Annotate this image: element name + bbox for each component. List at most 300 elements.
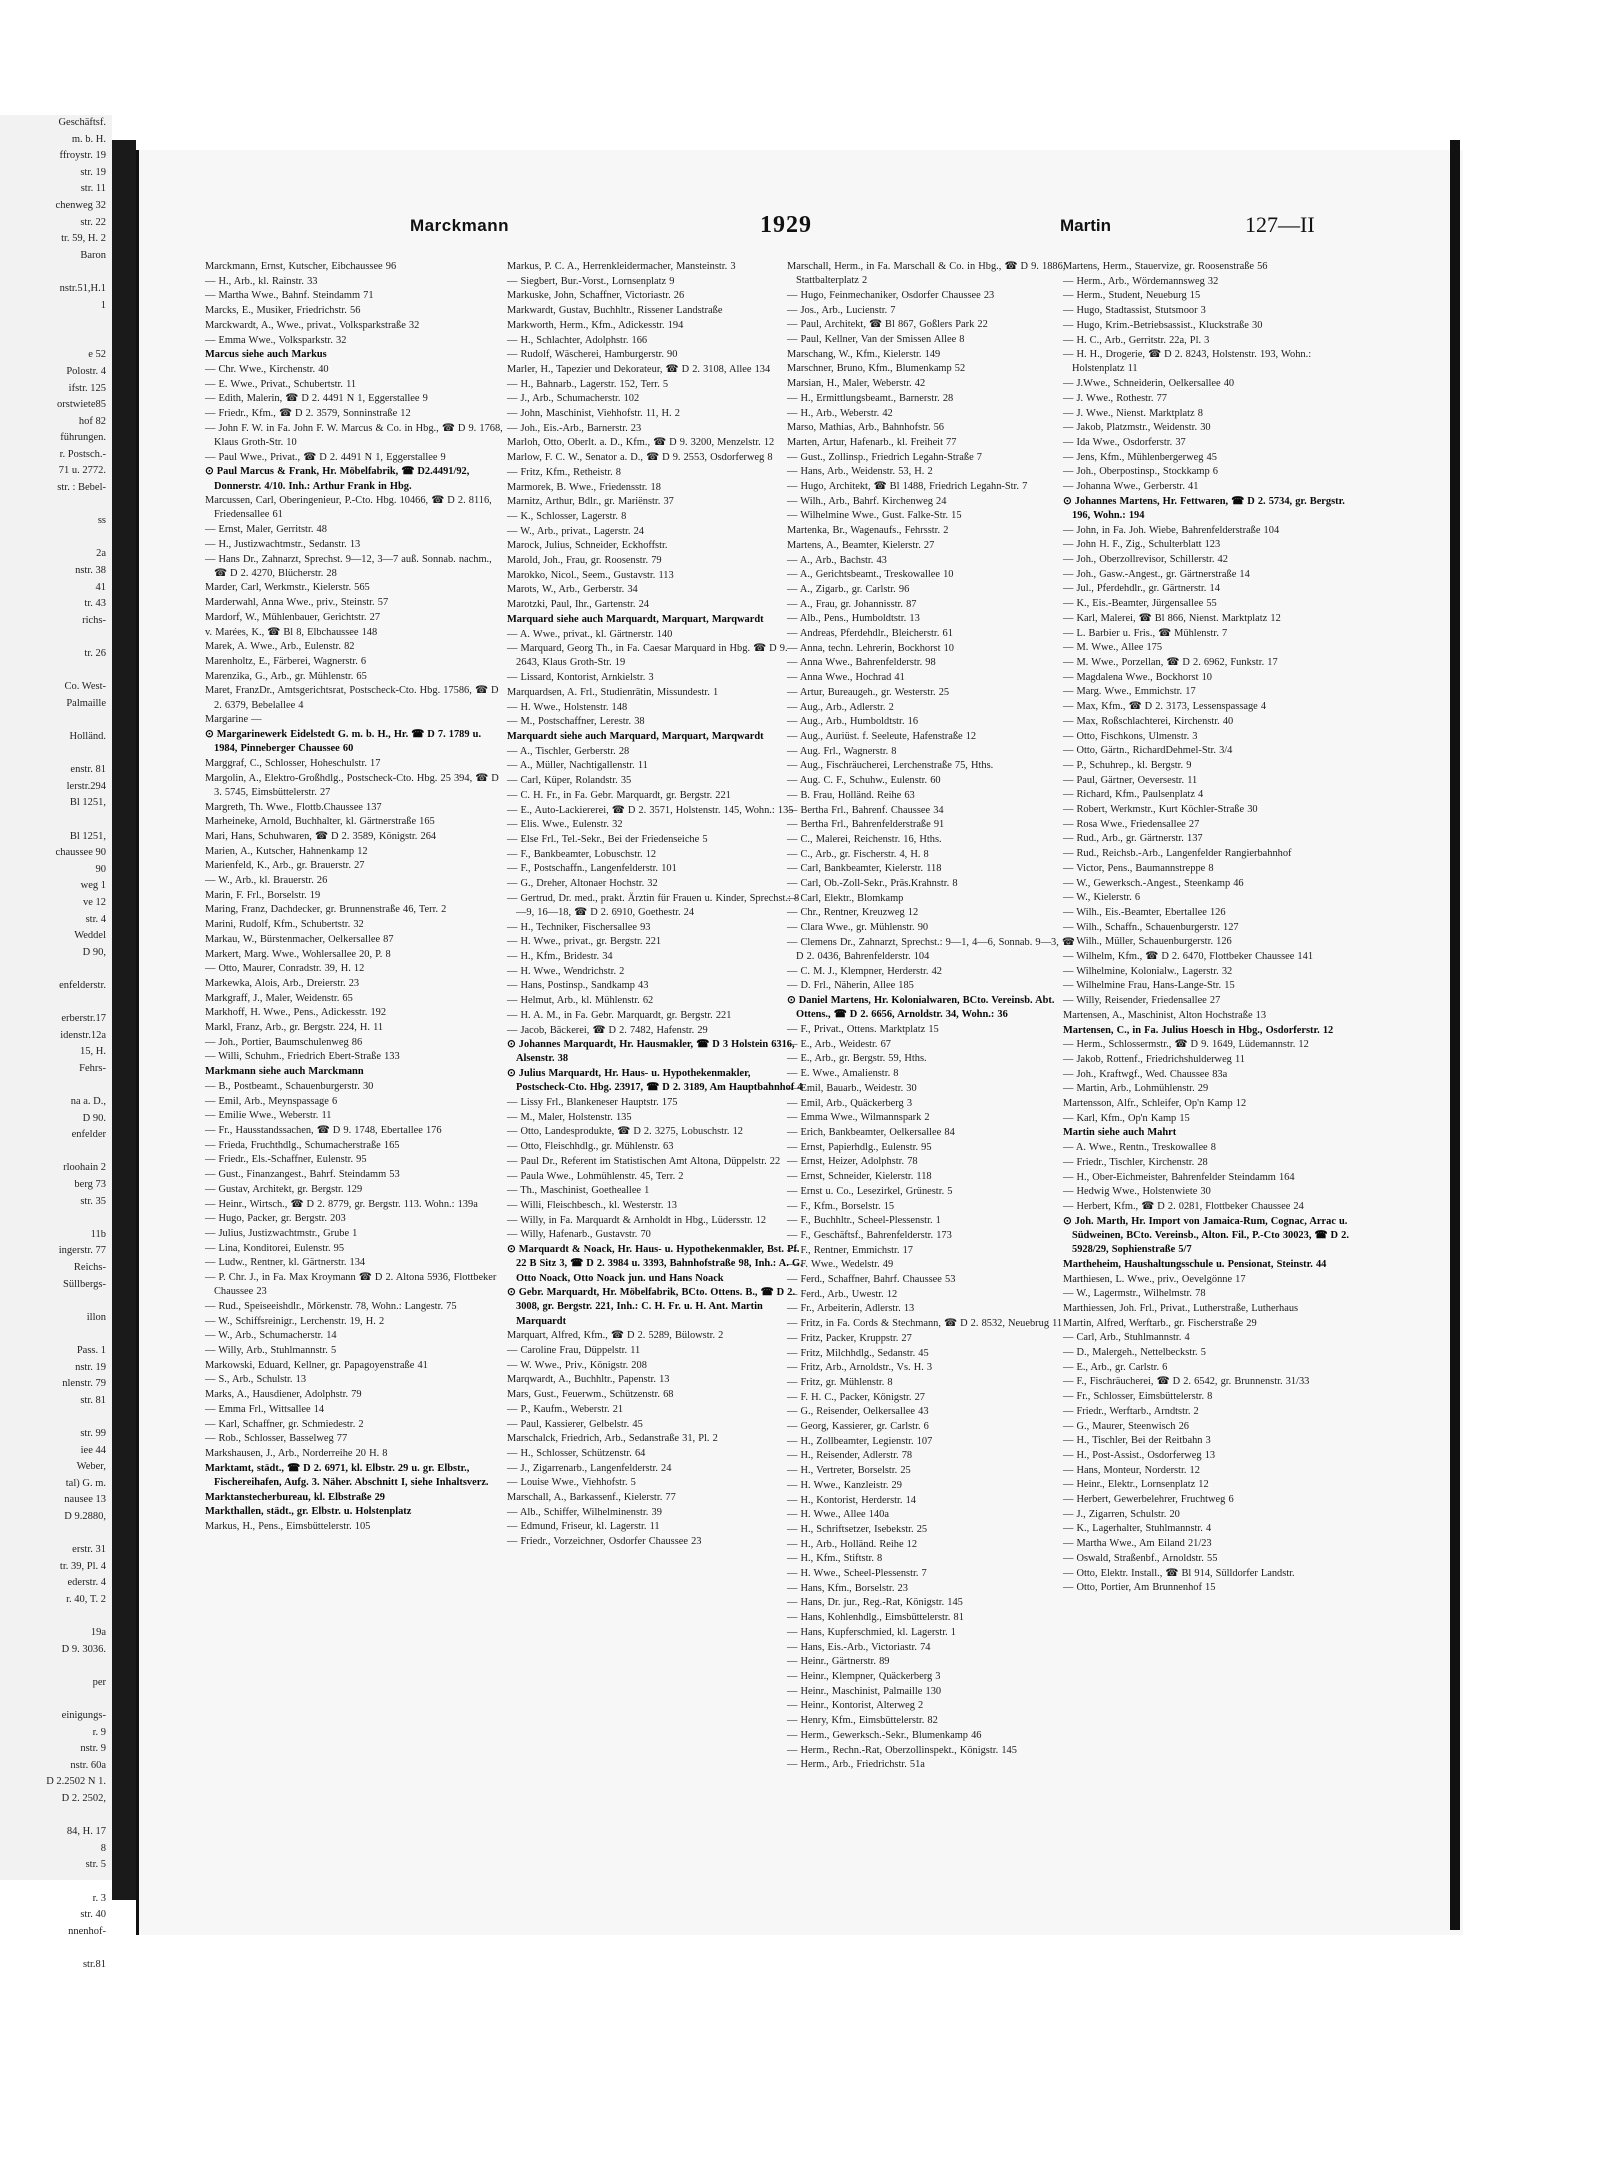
directory-entry: — Ernst, Schneider, Kielerstr. 118 xyxy=(787,1171,932,1183)
directory-entry: — Fritz, gr. Mühlenstr. 8 xyxy=(787,1376,893,1388)
directory-entry: — H., Arb., Weberstr. 42 xyxy=(787,407,893,419)
directory-entry: — Herm., Student, Neueburg 15 xyxy=(1063,290,1201,302)
directory-entry: ⊙ Gebr. Marquardt, Hr. Möbelfabrik, BCto. Ottens. B., ☎ D 2. 3008, gr. Bergstr. 221, Inh.: C. H. Fr. u. H. Ant. Martin Marquardt xyxy=(507,1287,796,1327)
directory-entry: Marcus siehe auch Markus xyxy=(205,349,327,361)
facing-page-text-fragment: illon xyxy=(86,1311,106,1323)
facing-page-text-fragment: str. : Bebel- xyxy=(57,482,106,494)
directory-entry: — Otto, Fleischhdlg., gr. Mühlenstr. 63 xyxy=(507,1141,674,1153)
directory-entry: — F., Bankbeamter, Lobuschstr. 12 xyxy=(507,848,657,860)
facing-page-text-fragment: Co. West- xyxy=(64,681,106,693)
directory-entry: — Aug. C. F., Schuhw., Eulenstr. 60 xyxy=(787,775,941,787)
directory-entry: Marloh, Otto, Oberlt. a. D., Kfm., ☎ D 9. 3200, Menzelstr. 12 xyxy=(507,437,775,449)
directory-entry: — G., Dreher, Altonaer Hochstr. 32 xyxy=(507,878,658,890)
facing-page-text-fragment: D 90. xyxy=(82,1112,106,1124)
directory-entry: — Aug., Fischräucherei, Lerchenstraße 75, Hths. xyxy=(787,760,994,772)
facing-page-text-fragment: tr. 26 xyxy=(84,648,106,659)
facing-page-text-fragment xyxy=(0,314,112,331)
directory-entry: Marthiessen, Joh. Frl., Privat., Lutherstraße, Lutherhaus xyxy=(1063,1302,1299,1314)
directory-entry: ⊙ Marquardt & Noack, Hr. Haus- u. Hypothekenmakler, Bst. Pf. 22 B Sitz 3, ☎ D 2. 3984 u. 3393, Bahnhofstraße 98, Inh.: A. G. Otto Noack, Otto Noack jun. und Hans Noack xyxy=(507,1244,803,1284)
directory-entry: — F., Kfm., Borselstr. 15 xyxy=(787,1200,895,1212)
directory-entry: — Joh., Portier, Baumschulenweg 86 xyxy=(205,1036,363,1048)
directory-entry: — H. C., Arb., Gerritstr. 22a, Pl. 3 xyxy=(1063,334,1210,346)
directory-entry: Marock, Julius, Schneider, Eckhoffstr. xyxy=(507,540,668,552)
directory-entry: — Hugo, Packer, gr. Bergstr. 203 xyxy=(205,1213,346,1225)
facing-page-text-fragment: D 90, xyxy=(82,946,106,958)
directory-entry: Marienfeld, K., Arb., gr. Brauerstr. 27 xyxy=(205,860,365,872)
facing-page-text-fragment: r. Postsch.- xyxy=(59,448,106,460)
facing-page-text-fragment: 84, H. 17 xyxy=(66,1826,106,1838)
facing-page-text-fragment: weg 1 xyxy=(80,880,106,892)
directory-entry: — Chr. Wwe., Kirchenstr. 40 xyxy=(205,363,329,375)
directory-entry: Marqwardt, A., Buchhltr., Papenstr. 13 xyxy=(507,1374,670,1386)
facing-page-text-fragment: str. 11 xyxy=(80,183,106,195)
directory-entry: — Siegbert, Bur.-Vorst., Lornsenplatz 9 xyxy=(507,275,675,287)
directory-entry: Martensson, Alfr., Schleifer, Op'n Kamp 12 xyxy=(1063,1098,1247,1110)
directory-entry: — Lissard, Kontorist, Arnkielstr. 3 xyxy=(507,672,654,684)
directory-entry: Marler, H., Tapezier und Dekorateur, ☎ D 2. 3108, Allee 134 xyxy=(507,363,771,375)
directory-entry: — Willi, Fleischbesch., kl. Westerstr. 13 xyxy=(507,1200,677,1211)
directory-entry: Marek, A. Wwe., Arb., Eulenstr. 82 xyxy=(205,641,355,653)
facing-page-text-fragment: Süllbergs- xyxy=(63,1278,106,1290)
directory-entry: Mars, Gust., Feuerwm., Schützenstr. 68 xyxy=(507,1389,674,1401)
directory-entry: — Hedwig Wwe., Holstenwiete 30 xyxy=(1063,1186,1211,1198)
running-header xyxy=(200,212,1450,246)
directory-entry: — H., Post-Assist., Osdorferweg 13 xyxy=(1063,1449,1216,1461)
directory-entry: Markthallen, städt., gr. Elbstr. u. Holstenplatz xyxy=(205,1506,412,1518)
directory-entry: Markau, W., Bürstenmacher, Oelkersallee 87 xyxy=(205,933,394,945)
facing-page-text-fragment: ingerstr. 77 xyxy=(58,1245,106,1257)
directory-entry: — F. H. C., Packer, Königstr. 27 xyxy=(787,1391,925,1403)
directory-entry: — Otto, Maurer, Conradstr. 39, H. 12 xyxy=(205,963,365,975)
directory-entry: — Joh., Kraftwgf., Wed. Chaussee 83a xyxy=(1063,1068,1228,1080)
directory-entry: — B. Frau, Holländ. Reihe 63 xyxy=(787,789,915,801)
directory-entry: — Gust., Zollinsp., Friedrich Legahn-Straße 7 xyxy=(787,451,982,463)
directory-entry: — Fritz, Packer, Kruppstr. 27 xyxy=(787,1332,912,1344)
directory-entry: — Paul, Architekt, ☎ Bl 867, Goßlers Park 22 xyxy=(787,319,988,331)
facing-page-text-fragment: einigungs- xyxy=(61,1710,106,1721)
directory-entry: Maret, FranzDr., Amtsgerichtsrat, Postscheck-Cto. Hbg. 17586, ☎ D 2. 6379, Bebelallee 4 xyxy=(205,685,499,711)
directory-entry: Marquart, Alfred, Kfm., ☎ D 2. 5289, Bülowstr. 2 xyxy=(507,1330,724,1342)
directory-entry: — Emil, Arb., Meynspassage 6 xyxy=(205,1095,338,1107)
directory-entry: — E. Wwe., Amalienstr. 8 xyxy=(787,1068,899,1080)
directory-entry: — B., Postbeamt., Schauenburgerstr. 30 xyxy=(205,1080,374,1092)
header-last-name: Martin xyxy=(1060,216,1111,235)
facing-page-text-fragment: hof 82 xyxy=(78,415,106,427)
directory-entry: — Herm., Schlossermstr., ☎ D 9. 1649, Lüdemannstr. 12 xyxy=(1063,1039,1309,1051)
facing-page-text-fragment: per xyxy=(92,1676,106,1688)
directory-entry: Martin, Alfred, Werftarb., gr. Fischerstraße 29 xyxy=(1063,1317,1257,1329)
directory-entry: — Richard, Kfm., Paulsenplatz 4 xyxy=(1063,789,1204,801)
directory-entry: — Gust., Finanzangest., Bahrf. Steindamm 53 xyxy=(205,1169,400,1181)
directory-entry: — Caroline Frau, Düppelstr. 11 xyxy=(507,1345,641,1357)
directory-entry: Marquardt siehe auch Marquard, Marquart, Marqwardt xyxy=(507,731,764,742)
facing-page-text-fragment: 11b xyxy=(90,1228,106,1240)
directory-entry: Margarine — xyxy=(205,714,262,726)
directory-entry: Marktanstecherbureau, kl. Elbstraße 29 xyxy=(205,1491,385,1503)
directory-entry: — Willy, Reisender, Friedensallee 27 xyxy=(1063,995,1221,1007)
directory-entry: — Ernst, Maler, Gerritstr. 48 xyxy=(205,524,327,536)
facing-page-text-fragment: D 2. 2502, xyxy=(61,1792,106,1804)
directory-entry: — Martin, Arb., Lohmühlenstr. 29 xyxy=(1063,1083,1209,1095)
directory-entry: — Chr., Rentner, Kreuzweg 12 xyxy=(787,907,919,919)
directory-entry: ⊙ Margarinewerk Eidelstedt G. m. b. H., Hr. ☎ D 7. 1789 u. 1984, Pinneberger Chaussee 60 xyxy=(205,729,482,755)
directory-entry: — Rud., Speiseeishdlr., Mörkenstr. 78, Wohn.: Langestr. 75 xyxy=(205,1300,457,1312)
directory-entry: — Bertha Frl., Bahrenfelderstraße 91 xyxy=(787,819,945,831)
facing-page-text-fragment: nstr. 9 xyxy=(80,1743,106,1755)
facing-page-text-fragment: r. 3 xyxy=(92,1892,106,1904)
directory-entry: — J., Zigarrenarb., Langenfelderstr. 24 xyxy=(507,1462,672,1474)
directory-entry: — F., Postschaffn., Langenfelderstr. 101 xyxy=(507,863,677,875)
directory-entry: Martens, A., Beamter, Kielerstr. 27 xyxy=(787,539,935,551)
directory-entry: Maring, Franz, Dachdecker, gr. Brunnenstraße 46, Terr. 2 xyxy=(205,904,447,916)
directory-entry: Marotzki, Paul, Ihr., Gartenstr. 24 xyxy=(507,599,649,611)
directory-entry: — Henry, Kfm., Eimsbüttelerstr. 82 xyxy=(787,1715,938,1727)
directory-entry: Martheheim, Haushaltungsschule u. Pensionat, Steinstr. 44 xyxy=(1063,1258,1327,1270)
facing-page-text-fragment: D 9.2880, xyxy=(64,1510,106,1522)
directory-entry: — Rudolf, Wäscherei, Hamburgerstr. 90 xyxy=(507,349,678,361)
directory-entry: — Ferd., Schaffner, Bahrf. Chaussee 53 xyxy=(787,1274,956,1286)
directory-entry: — Fritz, Milchhdlg., Sedanstr. 45 xyxy=(787,1347,929,1359)
facing-page-text-fragment: Pass. 1 xyxy=(76,1344,106,1356)
directory-entry: — Joh., Oberzollrevisor, Schillerstr. 42 xyxy=(1063,554,1228,566)
facing-page-text-fragment: 2a xyxy=(96,548,106,560)
facing-page-text-fragment xyxy=(0,961,112,978)
directory-entry: — Georg, Kassierer, gr. Carlstr. 6 xyxy=(787,1421,929,1433)
directory-entry: — Hans, Monteur, Norderstr. 12 xyxy=(1063,1464,1200,1476)
facing-page-text-fragment: 15, H. xyxy=(80,1046,106,1058)
directory-entry: Mari, Hans, Schuhwaren, ☎ D 2. 3589, Königstr. 264 xyxy=(205,830,437,842)
directory-entry: — W., Kielerstr. 6 xyxy=(1063,892,1141,904)
directory-entry: — H., Ober-Eichmeister, Bahrenfelder Steindamm 164 xyxy=(1063,1171,1295,1183)
directory-entry: Marcks, E., Musiker, Friedrichstr. 56 xyxy=(205,305,361,317)
directory-entry: — J., Zigarren, Schulstr. 20 xyxy=(1063,1508,1180,1520)
directory-entry: Marso, Mathias, Arb., Bahnhofstr. 56 xyxy=(787,422,944,434)
facing-page-text-fragment: lerstr.294 xyxy=(66,780,106,792)
facing-page-text-fragment xyxy=(0,497,112,514)
facing-page-text-fragment: tr. 59, H. 2 xyxy=(61,233,106,245)
directory-entry: — Rosa Wwe., Friedensallee 27 xyxy=(1063,818,1200,830)
directory-entry: — Karl, Schaffner, gr. Schmiedestr. 2 xyxy=(205,1418,364,1430)
directory-entry: — Willy, in Fa. Marquardt & Arnholdt in Hbg., Lüdersstr. 12 xyxy=(507,1214,767,1226)
facing-page-text-fragment: str. 81 xyxy=(80,1394,106,1406)
directory-entry: — A., Tischler, Gerberstr. 28 xyxy=(507,745,630,757)
directory-entry: — H., Vertreter, Borselstr. 25 xyxy=(787,1465,911,1477)
directory-entry: Marschalck, Friedrich, Arb., Sedanstraße 31, Pl. 2 xyxy=(507,1433,718,1445)
directory-entry: Markwardt, Gustav, Buchhltr., Rissener Landstraße xyxy=(507,305,723,317)
facing-page-text-fragment: m. b. H. xyxy=(71,133,106,145)
directory-entry: Markl, Franz, Arb., gr. Bergstr. 224, H. 11 xyxy=(205,1022,384,1034)
directory-entry: — A., Zigarb., gr. Carlstr. 96 xyxy=(787,583,910,595)
directory-entry: — Wilh., Eis.-Beamter, Ebertallee 126 xyxy=(1063,906,1226,918)
directory-entry: — Clemens Dr., Zahnarzt, Sprechst.: 9—1, 4—6, Sonnab. 9—3, ☎ D 2. 0436, Bahrenfelderstr. 104 xyxy=(787,936,1075,963)
directory-entry: v. Marées, K., ☎ Bl 8, Elbchaussee 148 xyxy=(205,626,378,638)
directory-entry: — Herbert, Kfm., ☎ D 2. 0281, Flottbeker Chaussee 24 xyxy=(1063,1201,1304,1212)
directory-entry: — L. Barbier u. Fris., ☎ Mühlenstr. 7 xyxy=(1063,627,1228,639)
directory-entry: — W., Gewerksch.-Angest., Steenkamp 46 xyxy=(1063,877,1244,889)
directory-entry: — G., Maurer, Steenwisch 26 xyxy=(1063,1420,1189,1432)
facing-page-text-fragment: D 9. 3036. xyxy=(61,1643,106,1655)
facing-page-text-fragment: nstr.51,H.1 xyxy=(59,282,106,294)
facing-page-text-fragment: r. 40, T. 2 xyxy=(66,1593,106,1605)
directory-entry: — Johanna Wwe., Gerberstr. 41 xyxy=(1063,481,1199,493)
directory-entry: — Artur, Bureaugeh., gr. Westerstr. 25 xyxy=(787,686,950,698)
directory-column-2 xyxy=(507,260,805,1880)
facing-page-text-fragment: orstwiete85 xyxy=(57,399,106,411)
directory-entry: — Alb., Schiffer, Wilhelminenstr. 39 xyxy=(507,1506,662,1518)
directory-entry: — Max, Roßschlachterei, Kirchenstr. 40 xyxy=(1063,715,1234,727)
directory-entry: Marin, F. Frl., Borselstr. 19 xyxy=(205,889,321,901)
directory-entry: — Hans, Kfm., Borselstr. 23 xyxy=(787,1582,908,1594)
directory-entry: — Hans, Arb., Weidenstr. 53, H. 2 xyxy=(787,466,933,478)
facing-page-text-fragment: richs- xyxy=(82,614,106,626)
directory-entry: — M. Wwe., Allee 175 xyxy=(1063,642,1163,654)
directory-entry: — Anna, techn. Lehrerin, Bockhorst 10 xyxy=(787,642,954,654)
directory-entry: — Frieda, Fruchthdlg., Schumacherstraße 165 xyxy=(205,1139,400,1151)
directory-entry: — H., Bahnarb., Lagerstr. 152, Terr. 5 xyxy=(507,378,669,390)
directory-entry: — H. Wwe., Allee 140a xyxy=(787,1509,889,1521)
directory-entry: — Erich, Bankbeamter, Oelkersallee 84 xyxy=(787,1126,955,1138)
facing-page-text-fragment xyxy=(0,1144,112,1161)
directory-entry: — A., Arb., Bachstr. 43 xyxy=(787,554,887,566)
directory-entry: Marderwahl, Anna Wwe., priv., Steinstr. 57 xyxy=(205,597,389,609)
directory-entry: — Emilie Wwe., Weberstr. 11 xyxy=(205,1110,332,1122)
directory-entry: — Heinr., Gärtnerstr. 89 xyxy=(787,1656,890,1668)
facing-page-text-fragment: 8 xyxy=(100,1842,106,1854)
directory-entry: — Hugo, Feinmechaniker, Osdorfer Chaussee 23 xyxy=(787,289,995,301)
facing-page-text-fragment: ve 12 xyxy=(82,896,106,908)
facing-page-text-fragment: 41 xyxy=(95,581,106,593)
directory-entry: — K., Schlosser, Lagerstr. 8 xyxy=(507,510,627,522)
directory-entry: Marggraf, C., Schlosser, Hoheschulstr. 17 xyxy=(205,757,381,769)
facing-page-text-fragment: str. 5 xyxy=(85,1859,106,1871)
directory-entry: — Joh., Oberpostinsp., Stockkamp 6 xyxy=(1063,466,1218,478)
directory-entry: — Victor, Pens., Baumannstreppe 8 xyxy=(1063,862,1214,874)
facing-page-text-fragment: chaussee 90 xyxy=(55,847,106,859)
directory-entry: — Carl, Bankbeamter, Kielerstr. 118 xyxy=(787,863,942,875)
facing-page-text-fragment: nlenstr. 79 xyxy=(62,1378,106,1390)
directory-entry: — Aug. Frl., Wagnerstr. 8 xyxy=(787,745,897,757)
facing-page-text-fragment: Weddel xyxy=(74,930,106,942)
directory-entry: — J. Wwe., Rothestr. 77 xyxy=(1063,392,1167,404)
facing-page-text-fragment: erberstr.17 xyxy=(61,1013,106,1025)
directory-entry: — Ernst, Papierhdlg., Eulenstr. 95 xyxy=(787,1141,932,1153)
directory-entry: — A. Wwe., privat., kl. Gärtnerstr. 140 xyxy=(507,628,673,640)
directory-entry: — Karl, Malerei, ☎ Bl 866, Nienst. Marktplatz 12 xyxy=(1063,612,1281,624)
facing-page-text-fragment: Bl 1251, xyxy=(69,797,106,809)
directory-entry: — J. Wwe., Nienst. Marktplatz 8 xyxy=(1063,407,1203,419)
directory-entry: — Heinr., Maschinist, Palmaille 130 xyxy=(787,1685,942,1697)
facing-page-text-fragment: Bl 1251, xyxy=(69,830,106,842)
directory-entry: Marschang, W., Kfm., Kielerstr. 149 xyxy=(787,348,941,360)
directory-entry: Marks, A., Hausdiener, Adolphstr. 79 xyxy=(205,1389,362,1401)
facing-page-text-fragment: Palmaille xyxy=(66,697,106,709)
directory-entry: — Magdalena Wwe., Bockhorst 10 xyxy=(1063,671,1212,683)
directory-entry: — W., Arb., kl. Brauerstr. 26 xyxy=(205,875,328,887)
directory-entry: Markshausen, J., Arb., Norderreihe 20 H. 8 xyxy=(205,1447,388,1459)
directory-entry: — Ida Wwe., Osdorferstr. 37 xyxy=(1063,436,1186,448)
facing-page-text-fragment: iee 44 xyxy=(80,1444,106,1456)
directory-entry: — Willy, Hafenarb., Gustavstr. 70 xyxy=(507,1229,651,1241)
directory-entry: — Th., Maschinist, Goetheallee 1 xyxy=(507,1185,650,1197)
directory-entry: — Ernst u. Co., Lesezirkel, Grünestr. 5 xyxy=(787,1185,953,1197)
directory-entry: — Lissy Frl., Blankeneser Hauptstr. 175 xyxy=(507,1097,678,1109)
directory-entry: — P., Schuhrep., kl. Bergstr. 9 xyxy=(1063,759,1192,771)
directory-entry: Martensen, A., Maschinist, Alton Hochstraße 13 xyxy=(1063,1009,1267,1021)
facing-page-text-fragment xyxy=(0,331,112,348)
directory-entry: — Carl, Ob.-Zoll-Sekr., Präs.Krahnstr. 8 xyxy=(787,878,958,890)
directory-entry: Markewka, Alois, Arb., Dreierstr. 23 xyxy=(205,977,360,989)
directory-entry: Marktamt, städt., ☎ D 2. 6971, kl. Elbstr. 29 u. gr. Elbstr., Fischereihafen, Aufg. 3. Näher. Abschnitt I, siehe Inhaltsverz. xyxy=(205,1462,489,1488)
directory-entry: — Otto, Portier, Am Brunnenhof 15 xyxy=(1063,1582,1216,1594)
directory-entry: — Aug., Auriüst. f. Seeleute, Hafenstraße 12 xyxy=(787,731,977,742)
directory-entry: — H., Reisender, Adlerstr. 78 xyxy=(787,1450,913,1462)
facing-page-text-fragment xyxy=(0,1808,112,1825)
facing-page-text-fragment: str. 22 xyxy=(80,216,106,228)
directory-entry: — John, in Fa. Joh. Wiebe, Bahrenfelderstraße 104 xyxy=(1063,524,1280,536)
facing-page-text-fragment: nausee 13 xyxy=(64,1494,106,1506)
directory-entry: — Heinr., Kontorist, Alterweg 2 xyxy=(787,1700,924,1712)
directory-entry: — Hans, Eis.-Arb., Victoriastr. 74 xyxy=(787,1641,931,1653)
directory-entry: Marschall, A., Barkassenf., Kielerstr. 77 xyxy=(507,1492,676,1504)
facing-page-text-fragment xyxy=(0,1874,112,1891)
facing-page-text-fragment: enstr. 81 xyxy=(70,764,106,776)
directory-entry: — C. M. J., Klempner, Herderstr. 42 xyxy=(787,965,942,977)
directory-entry: Markhoff, H. Wwe., Pens., Adickesstr. 192 xyxy=(205,1007,387,1019)
directory-entry: — Marg. Wwe., Emmichstr. 17 xyxy=(1063,686,1196,698)
directory-entry: Marini, Rudolf, Kfm., Schubertstr. 32 xyxy=(205,919,364,931)
directory-entry: — Hans, Postinsp., Sandkamp 43 xyxy=(507,980,649,992)
directory-entry: — Herm., Rechn.-Rat, Oberzollinspekt., Königstr. 145 xyxy=(787,1744,1017,1756)
directory-entry: — H., Ermittlungsbeamt., Barnerstr. 28 xyxy=(787,392,954,404)
directory-entry: — W., Arb., privat., Lagerstr. 24 xyxy=(507,525,644,537)
facing-page-text-fragment: str. 99 xyxy=(80,1427,106,1439)
directory-entry: — H. Wwe., Wendrichstr. 2 xyxy=(507,965,625,977)
directory-entry: — H. Wwe., privat., gr. Bergstr. 221 xyxy=(507,936,662,948)
directory-entry: — Herm., Gewerksch.-Sekr., Blumenkamp 46 xyxy=(787,1729,982,1741)
directory-entry: — A., Müller, Nachtigallenstr. 11 xyxy=(507,760,648,772)
directory-entry: — Rud., Arb., gr. Gärtnerstr. 137 xyxy=(1063,833,1203,845)
directory-entry: — W., Schiffsreinigr., Lerchenstr. 19, H. 2 xyxy=(205,1315,385,1327)
directory-entry: — Wilhelmine, Kolonialw., Lagerstr. 32 xyxy=(1063,965,1233,977)
directory-entry: — Clara Wwe., gr. Mühlenstr. 90 xyxy=(787,922,929,934)
directory-entry: — F., Rentner, Emmichstr. 17 xyxy=(787,1244,914,1256)
directory-entry: — Jakob, Platzmstr., Weidenstr. 30 xyxy=(1063,422,1211,434)
directory-entry: — Wilh., Schaffn., Schauenburgerstr. 127 xyxy=(1063,921,1239,933)
directory-entry: — Friedr., Els.-Schaffner, Eulenstr. 95 xyxy=(205,1154,367,1166)
directory-entry: — Heinr., Elektr., Lornsenplatz 12 xyxy=(1063,1479,1209,1491)
directory-entry: — H., Schlachter, Adolphstr. 166 xyxy=(507,334,648,346)
directory-entry: — S., Arb., Schulstr. 13 xyxy=(205,1374,307,1386)
facing-page-text-fragment: str. 40 xyxy=(80,1909,106,1921)
directory-entry: Marlow, F. C. W., Senator a. D., ☎ D 9. 2553, Osdorferweg 8 xyxy=(507,452,773,464)
directory-entry: — Friedr., Vorzeichner, Osdorfer Chaussee 23 xyxy=(507,1536,702,1548)
directory-entry: — Wilh., Müller, Schauenburgerstr. 126 xyxy=(1063,936,1232,948)
directory-entry: — Hans Dr., Zahnarzt, Sprechst. 9—12, 3—7 auß. Sonnab. nachm., ☎ D 2. 4270, Blücherstr. 28 xyxy=(205,553,492,579)
directory-entry: — E. Wwe., Privat., Schubertstr. 11 xyxy=(205,378,357,390)
facing-page-text-fragment: Reichs- xyxy=(73,1261,106,1273)
facing-page-text-fragment: nnenhof- xyxy=(68,1925,106,1937)
directory-entry: — Andreas, Pferdehdlr., Bleicherstr. 61 xyxy=(787,628,953,640)
facing-page-text-fragment: berg 73 xyxy=(74,1179,106,1190)
directory-entry: — Bertha Frl., Bahrenf. Chaussee 34 xyxy=(787,804,944,816)
directory-entry: — H., Arb., kl. Rainstr. 33 xyxy=(205,275,318,287)
directory-entry: — Fritz, Arb., Arnoldstr., Vs. H. 3 xyxy=(787,1362,933,1374)
directory-entry: ⊙ Joh. Marth, Hr. Import von Jamaica-Rum, Cognac, Arrac u. Südweinen, BCto. Vereinsb., Alton. Fil., P.-Cto 30023, ☎ D 2. 5928/29, Sophienstraße 5/7 xyxy=(1063,1215,1349,1256)
directory-entry: — Otto, Landesprodukte, ☎ D 2. 3275, Lobuschstr. 12 xyxy=(507,1126,743,1138)
directory-entry: — Julius, Justizwachtmstr., Grube 1 xyxy=(205,1227,358,1239)
facing-page-text-fragment xyxy=(0,530,112,547)
header-year: 1929 xyxy=(760,212,812,238)
directory-entry: — Emil, Bauarb., Weidestr. 30 xyxy=(787,1082,917,1094)
directory-entry: — A. Wwe., Rentn., Treskowallee 8 xyxy=(1063,1142,1216,1154)
directory-entry: — Rud., Reichsb.-Arb., Langenfelder Rangierbahnhof xyxy=(1063,848,1292,860)
directory-entry: Marschner, Bruno, Kfm., Blumenkamp 52 xyxy=(787,363,966,375)
directory-entry: Martin siehe auch Mahrt xyxy=(1063,1127,1177,1139)
directory-entry: Marien, A., Kutscher, Hahnenkamp 12 xyxy=(205,845,368,857)
directory-entry: — Emma Wwe., Wilmannspark 2 xyxy=(787,1112,930,1124)
directory-entry: Markuske, John, Schaffner, Victoriastr. 26 xyxy=(507,290,685,302)
directory-entry: — Anna Wwe., Hochrad 41 xyxy=(787,672,905,684)
directory-entry: — Herm., Arb., Wördemannsweg 32 xyxy=(1063,275,1219,287)
directory-entry: ⊙ Daniel Martens, Hr. Kolonialwaren, BCto. Vereinsb. Abt. Ottens., ☎ D 2. 6656, Arnoldstr. 34, Wohn.: 36 xyxy=(787,995,1055,1021)
directory-entry: — Heinr., Wirtsch., ☎ D 2. 8779, gr. Bergstr. 113. Wohn.: 139a xyxy=(205,1198,478,1210)
directory-entry: — H., Kfm., Bridestr. 34 xyxy=(507,951,613,963)
directory-entry: — P. Chr. J., in Fa. Max Kroymann ☎ D 2. Altona 5936, Flottbeker Chaussee 23 xyxy=(205,1272,497,1298)
directory-entry: Markert, Marg. Wwe., Wohlersallee 20, P. 8 xyxy=(205,948,391,960)
directory-entry: — Jakob, Rottenf., Friedrichshulderweg 11 xyxy=(1063,1053,1245,1065)
directory-entry: ⊙ Johannes Martens, Hr. Fettwaren, ☎ D 2. 5734, gr. Bergstr. 196, Wohn.: 194 xyxy=(1063,495,1345,521)
directory-column-3 xyxy=(787,260,1085,1880)
directory-entry: Marnitz, Arthur, Bdlr., gr. Mariënstr. 37 xyxy=(507,496,674,508)
directory-entry: — John H. F., Zig., Schulterblatt 123 xyxy=(1063,539,1221,551)
facing-page-text-fragment: nstr. 60a xyxy=(70,1759,106,1771)
directory-entry: — H. A. M., in Fa. Gebr. Marquardt, gr. Bergstr. 221 xyxy=(507,1009,732,1021)
page-number: 127—II xyxy=(1245,212,1315,237)
directory-entry: Mardorf, W., Mühlenbauer, Gerichtstr. 27 xyxy=(205,611,381,623)
directory-entry: — Wilhelmine Wwe., Gust. Falke-Str. 15 xyxy=(787,510,962,522)
directory-entry: — Wilhelm, Kfm., ☎ D 2. 6470, Flottbeker Chaussee 141 xyxy=(1063,951,1314,963)
directory-entry: Marold, Joh., Frau, gr. Roosenstr. 79 xyxy=(507,555,662,567)
directory-entry: Marheineke, Arnold, Buchhalter, kl. Gärtnerstraße 165 xyxy=(205,816,435,828)
directory-entry: ⊙ Johannes Marquardt, Hr. Hausmakler, ☎ D 3 Holstein 6316, Alsenstr. 38 xyxy=(507,1039,795,1065)
facing-page-text-fragment: nstr. 38 xyxy=(75,565,106,577)
directory-entry: — H., Schriftsetzer, Isebekstr. 25 xyxy=(787,1523,928,1535)
directory-entry: — P., Kaufm., Weberstr. 21 xyxy=(507,1403,624,1415)
facing-page-text-fragment: D 2.2502 N 1. xyxy=(46,1776,106,1788)
directory-entry: Markmann siehe auch Marckmann xyxy=(205,1066,364,1078)
directory-entry: — Ernst, Heizer, Adolphstr. 78 xyxy=(787,1156,918,1168)
facing-page-text-fragment xyxy=(0,1077,112,1094)
directory-entry: Marcussen, Carl, Oberingenieur, P.-Cto. Hbg. 10466, ☎ D 2. 8116, Friedensallee 61 xyxy=(205,495,492,521)
directory-entry: Marmorek, B. Wwe., Friedensstr. 18 xyxy=(507,481,661,493)
directory-entry: — John F. W. in Fa. John F. W. Marcus & Co. in Hbg., ☎ D 9. 1768, Klaus Groth-Str. 10 xyxy=(205,422,503,448)
facing-page-text-fragment xyxy=(0,712,112,729)
directory-entry: Marquard siehe auch Marquardt, Marquart, Marqwardt xyxy=(507,613,764,625)
directory-entry: — Herbert, Gewerbelehrer, Fruchtweg 6 xyxy=(1063,1494,1234,1506)
directory-entry: — Oswald, Straßenbf., Arnoldstr. 55 xyxy=(1063,1552,1218,1564)
directory-entry: — Paul, Kassierer, Gelbelstr. 45 xyxy=(507,1418,643,1430)
directory-entry: Marots, W., Arb., Gerberstr. 34 xyxy=(507,584,638,596)
directory-entry: — H. H., Drogerie, ☎ D 2. 8243, Holstenstr. 193, Wohn.: Holstenplatz 11 xyxy=(1063,349,1312,375)
facing-page-text-fragment xyxy=(0,994,112,1011)
facing-page-text-fragment xyxy=(0,1608,112,1625)
directory-entry: — Rob., Schlosser, Basselweg 77 xyxy=(205,1433,348,1445)
facing-page-text-fragment xyxy=(0,264,112,281)
directory-entry: Marquardsen, A. Frl., Studienrätin, Missundestr. 1 xyxy=(507,686,719,698)
directory-entry: — F. Wwe., Wedelstr. 49 xyxy=(787,1259,894,1271)
directory-entry: — Aug., Arb., Adlerstr. 2 xyxy=(787,701,894,713)
facing-page-text-fragment: erstr. 31 xyxy=(72,1544,106,1556)
